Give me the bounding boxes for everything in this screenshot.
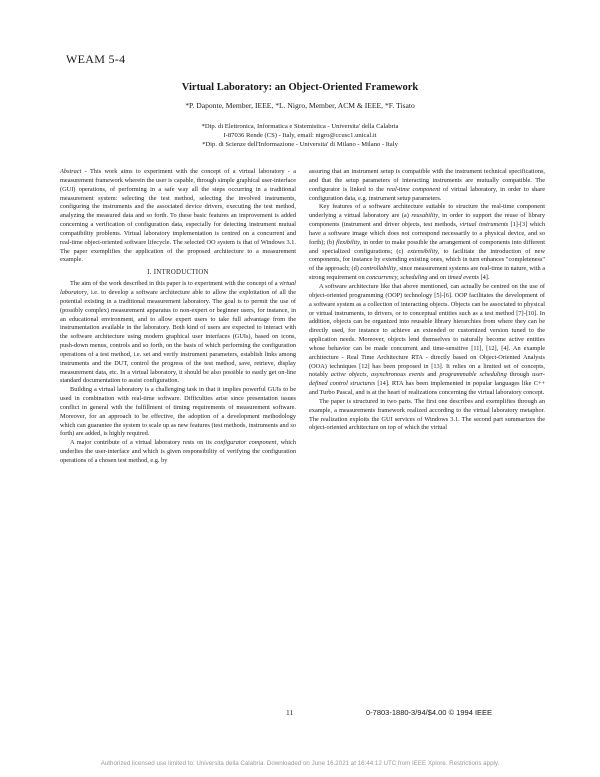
affiliation-1-line-1: *Dip. di Elettronica, Informatica e Sistemistica - Universita' della Calabria [201, 123, 399, 130]
affiliation-2: *Dip. di Scienze dell'Informazione - Universita' di Milano - Milano - Italy [202, 141, 398, 148]
abstract-text: - This work aims to experiment with the concept of a virtual laboratory - a measurement framework wherein the user is capable, through simple graphical user-interface (GUI) operations, of performing in a safe way all the steps occurring in a traditional measurement system: selecting the test method, selecting the involved instruments, configuring the instruments and the associated device drivers, executing the test method, analyzing the measured data and so forth. To these basic features an improvement is added concerning a verification of configuration data, especially for detecting instrument mutual compatibility problems. Virtual laboratory implementation is centred on a concurrent and real-time object-oriented software lifecycle. The selected OO system is that of Windows 3.1. The paper exemplifies the application of the proposed architecture to a measurement example. [60, 168, 296, 264]
paper-title: Virtual Laboratory: an Object-Oriented Framework [181, 82, 419, 93]
session-label: WEAM 5-4 [66, 52, 126, 66]
intro-paragraph-2: Building a virtual laboratory is a challenging task in that it implies powerful GUIs to be used in combination with real-time software. Difficulties arise since presentation issues conflict in general with the fulfillment of timing requirements of measurement software. Moreover, for an approach to be effective, the adoption of a development methodology which can guarantee the system to scale up as new features (test methods, instruments and so forth) are added, is highly required. [60, 386, 296, 438]
abstract [60, 168, 296, 265]
right-column [309, 168, 545, 433]
intro-paragraph-3: A major contribute of a virtual laboratory rests on its configurator component, which underlies the user-interface and which is given responsibility of verifying the configuration operations of a chosen test method, e.g. by [60, 439, 296, 464]
affiliation-1-line-2: I-87036 Rende (CS) - Italy, email: nigro@ccusc1.unical.it [223, 132, 377, 139]
right-paragraph-2: Key features of a software architecture suitable to structure the real-time component underlying a virtual laboratory are (a) reusability, in order to support the reuse of library components (instrument and driver objects, test methods, virtual instruments [1]-[3] which have a software image which does not correspond necessarily to a physical device, and so forth); (b) flexibility, in order to make possible the arrangement of components into different and specialized configurations; (c) extensibility, to facilitate the introduction of new components, for instance by extending existing ones, which in turn enhances "completeness" of the approach; (d) controllability, since measurement systems are real-time in nature, with a strong requirement on concurrency, scheduling and on timed events [4]. [309, 203, 546, 282]
right-paragraph-4: The paper is structured in two parts. The first one describes and exemplifies through an example, a measurements framework realized according to the virtual laboratory metaphor. The realization exploits the GUI services of Windows 3.1. The second part summarizes the object-oriented architecture on top of which the virtual [309, 397, 545, 432]
intro-paragraph-1: The aim of the work described in this paper is to experiment with the concept of a virtual laboratory, i.e. to develop a software architecture able to allow the exploitation of all the potential existing in a traditional measurement laboratory. The goal is to permit the use of (possibly complex) measurement apparatus to non-expert or beginner users, for instance, in an educational environment, and to allow expert users to take full advantage from the instrumentation available in the laboratory. Both kind of users are expected to interact with the software architecture using modern graphical user interfaces (GUIs), based on icons, push-down menus, controls and so forth, on the basis of which performing the configuration operations of a test method, i.e. set and verify instrument parameters, establish links among instruments and the DUT, control the progress of the test method, save, retrieve, display measurement data, etc. In a virtual laboratory, it should be also possible to easily get on-line standard documentation to assist configuration. [60, 280, 296, 385]
issn-copyright: 0-7803-1880-3/94/$4.00 © 1994 IEEE [366, 708, 493, 717]
left-column [60, 168, 296, 466]
section-heading: I. INTRODUCTION [147, 269, 209, 277]
page-number: 11 [286, 708, 294, 717]
author-line: *P. Daponte, Member, IEEE, *L. Nigro, Member, ACM & IEEE, *F. Tisato [185, 101, 415, 110]
right-paragraph-3: A software architecture like that above mentioned, can actually be centred on the use of object-oriented programming (OOP) technology [5]-[6]. OOP facilitates the development of a software system as a collection of interacting objects. Objects can be associated to physical or virtual instruments, to drivers, or to conceptual entities such as a test method [7]-[10]. In addition, objects can be organized into reusable library hierarchies from where they can be directly used, for instance to achieve an extended or customized version tuned to the application needs. Moreover, objects lend themselves to naturally become active entities whose behavior can be made concurrent and time-sensitive [11], [12], [4]. An example architecture - Real Time Architecture RTA - directly based on Object-Oriented Analysis (OOA) techniques [12] has been proposed in [13]. It relies on a limited set of concepts, notably active objects, asynchronous events and programmable scheduling through user-defined control structures [14]. RTA has been implemented in popular languages like C++ and Turbo Pascal, and is at the heart of realizations concerning the virtual laboratory concept. [309, 282, 546, 397]
right-paragraph-1: assuring that an instrument setup is compatible with the instrument technical specifications, and that the setup parameters of interacting instruments are mutually compatible. The configurator is linked to the real-time component of virtual laboratory, in order to share configuration data, e.g. instrument setup parameters. [309, 168, 545, 202]
abstract-lead: Abstract [60, 168, 82, 175]
download-banner: Authorized licensed use limited to: Universita della Calabria. Downloaded on June 16,2021 at 16:44:12 UTC from IEEE Xplore. Restrictions apply. [100, 760, 500, 767]
